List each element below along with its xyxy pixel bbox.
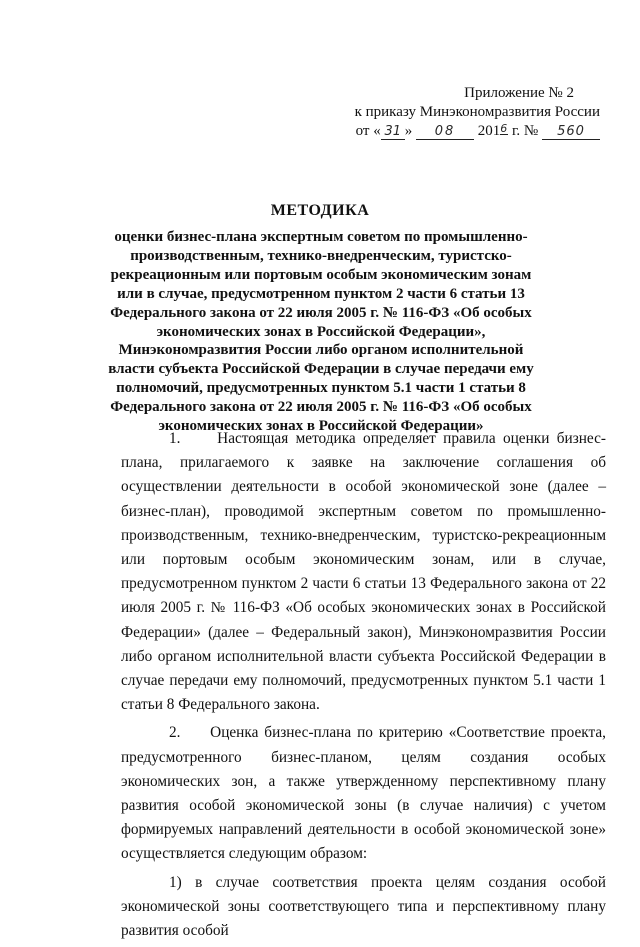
- annex-date-mid: »: [404, 123, 413, 139]
- annex-order-line: к приказу Минэкономразвития России: [354, 104, 600, 120]
- handwritten-year-digit: 6: [500, 122, 508, 135]
- handwritten-month: 08: [416, 125, 474, 140]
- annex-title: Приложение № 2: [464, 85, 574, 101]
- document-subtitle: оценки бизнес-плана экспертным советом по промышленно-производственным, технико-внедренческим, туристско-рекреационным или портовым особым экономическим зонам или в случае, предусмотренном пунктом 2 части 6 статьи 13 Федерального закона от 22 июля 2005 г. № 116-ФЗ «Об особых экономических зонах в Российской Федерации», Минэкономразвития России либо органом исполнительной власти субъекта Российской Федерации в случае передачи ему полномочий, предусмотренных пунктом 5.1 части 1 статьи 8 Федерального закона от 22 июля 2005 г. № 116-ФЗ «Об особых экономических зонах в Российской Федерации»: [108, 229, 534, 435]
- annex-date-line: [300, 122, 600, 141]
- annex-header: [300, 84, 600, 141]
- handwritten-order-number: 560: [542, 125, 600, 140]
- document-body: [121, 427, 606, 947]
- paragraph-1: 1. Настоящая методика определяет правила оценки бизнес-плана, прилагаемого к заявке на заключение соглашения об осуществлении деятельности в особой экономической зоне (далее – бизнес-план), проводимой экспертным советом по промышленно-производственным, технико-внедренческим, туристско-рекреационным или портовым особым экономическим зонам, или в случае, предусмотренном пунктом 2 части 6 статьи 13 Федерального закона от 22 июля 2005 г. № 116-ФЗ «Об особых экономических зонах в Российской Федерации» (далее – Федеральный закон), Минэкономразвития России либо органом исполнительной власти субъекта Российской Федерации в случае передачи ему полномочий, предусмотренных пунктом 5.1 части 1 статьи 8 Федерального закона.: [121, 430, 606, 714]
- annex-year: [478, 122, 509, 141]
- annex-date-prefix: от «: [355, 123, 381, 139]
- handwritten-day: 31: [381, 125, 405, 140]
- document-title: МЕТОДИКА: [270, 202, 370, 219]
- paragraph-2: 2. Оценка бизнес-плана по критерию «Соответствие проекта, предусмотренного бизнес-планом, целям создания особых экономических зон, а также утвержденному перспективному плану развития особой экономической зоны (в случае наличия) с учетом формируемых направлений деятельности в особой экономической зоне» осуществляется следующим образом:: [121, 724, 606, 863]
- annex-number-label: г. №: [511, 123, 539, 139]
- paragraph-2-item-1: 1) в случае соответствия проекта целям создания особой экономической зоны соответствующего типа и перспективному плану развития особой: [121, 873, 606, 940]
- annex-year-printed: 201: [477, 123, 501, 139]
